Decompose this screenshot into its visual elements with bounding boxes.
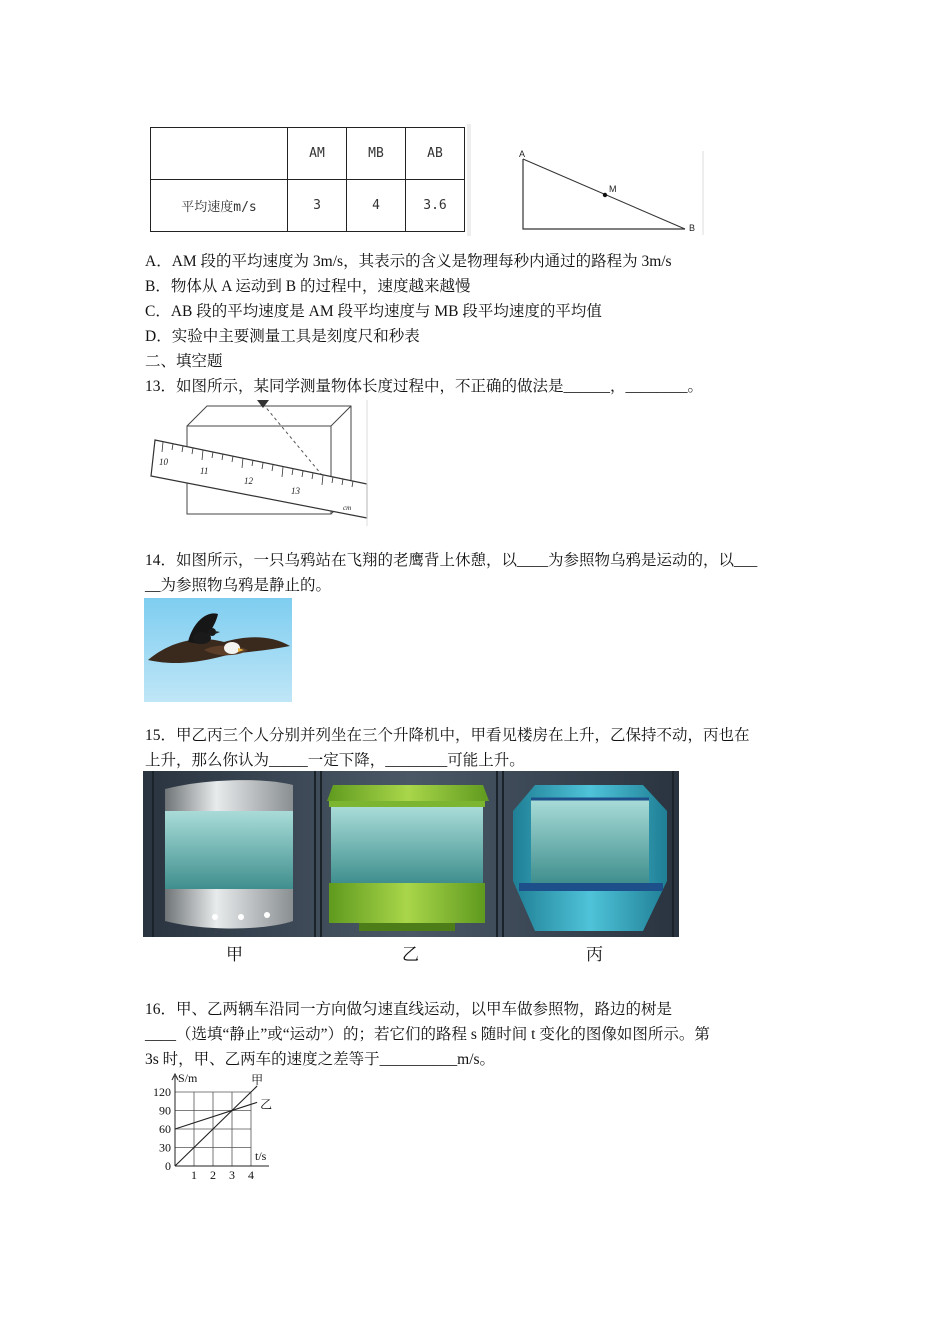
option-c: C．AB 段的平均速度是 AM 段平均速度与 MB 段平均速度的平均值: [145, 303, 602, 320]
y-tick-label-60: 60: [159, 1122, 171, 1136]
series-label-0: 甲: [251, 1073, 264, 1088]
x-axis-label: t/s: [255, 1149, 267, 1163]
q15-line2: 上升，那么你认为_____一定下降，________可能上升。: [145, 752, 525, 769]
q14-line1: 14．如图所示，一只乌鸦站在飞翔的老鹰背上休憩，以____为参照物乌鸦是运动的，以___: [145, 552, 758, 569]
q13-text: 13．如图所示，某同学测量物体长度过程中，不正确的做法是______，________。: [145, 378, 704, 395]
q16-line3: 3s 时，甲、乙两车的速度之差等于__________m/s。: [145, 1051, 496, 1068]
q14-line2: __为参照物乌鸦是静止的。: [145, 577, 332, 594]
chart-series: [175, 1086, 257, 1166]
q16-line1: 16．甲、乙两辆车沿同一方向做匀速直线运动，以甲车做参照物，路边的树是: [145, 1001, 673, 1018]
series-label-1: 乙: [260, 1097, 273, 1112]
ruler-tick-12: 12: [244, 476, 253, 486]
speed-table: [150, 127, 465, 232]
elevator-caption-yi: 乙: [402, 945, 419, 965]
series-ext-1: [251, 1102, 257, 1104]
section-title: 二、填空题: [145, 353, 223, 370]
table-shadow: [467, 124, 471, 236]
y-tick-label-30: 30: [159, 1140, 171, 1155]
table-header-empty: [151, 128, 288, 180]
ruler-tick-10: 10: [159, 457, 168, 467]
table-cell-mb: 4: [347, 180, 406, 232]
y-tick-label-90: 90: [159, 1103, 171, 1118]
table-cell-am: 3: [288, 180, 347, 232]
y-tick-label-120: 120: [153, 1085, 171, 1099]
option-a: A．AM 段的平均速度为 3m/s，其表示的含义是物理每秒内通过的路程为 3m/s: [145, 253, 672, 270]
elevator-caption-jia: 甲: [226, 945, 243, 965]
table-header-ab: AB: [406, 128, 465, 180]
table-row-label: 平均速度m/s: [151, 180, 288, 232]
y-tick-label-0: 0: [165, 1159, 171, 1173]
ruler-measurement-figure: [145, 398, 369, 528]
x-tick-label-3: 3: [229, 1168, 235, 1182]
elevator-caption-bing: 丙: [586, 945, 603, 965]
ruler-tick-11: 11: [200, 466, 209, 476]
table-cell-ab: 3.6: [406, 180, 465, 232]
table-header-mb: MB: [347, 128, 406, 180]
option-d: D．实验中主要测量工具是刻度尺和秒表: [145, 328, 420, 345]
incline-diagram: [515, 145, 705, 237]
q16-line2: ____（选填“静止”或“运动”）的；若它们的路程 s 随时间 t 变化的图像如图所示。第: [145, 1026, 710, 1043]
incline-label-b: B: [689, 223, 696, 233]
incline-label-a: A: [519, 149, 526, 159]
ruler-tick-13: 13: [291, 486, 300, 496]
x-tick-label-1: 1: [191, 1168, 197, 1182]
x-tick-label-2: 2: [210, 1168, 216, 1182]
elevators-image: [143, 771, 679, 937]
ruler-unit: cm: [343, 504, 352, 512]
distance-time-chart: [145, 1072, 273, 1184]
table-header-am: AM: [288, 128, 347, 180]
x-tick-label-4: 4: [248, 1168, 254, 1182]
option-b: B．物体从 A 运动到 B 的过程中，速度越来越慢: [145, 278, 471, 295]
q15-line1: 15．甲乙丙三个人分别并列坐在三个升降机中，甲看见楼房在上升，乙保持不动，丙也在: [145, 727, 750, 744]
eagle-crow-image: [144, 598, 292, 702]
incline-label-m: M: [609, 184, 617, 194]
y-axis-label: S/m: [178, 1072, 198, 1085]
